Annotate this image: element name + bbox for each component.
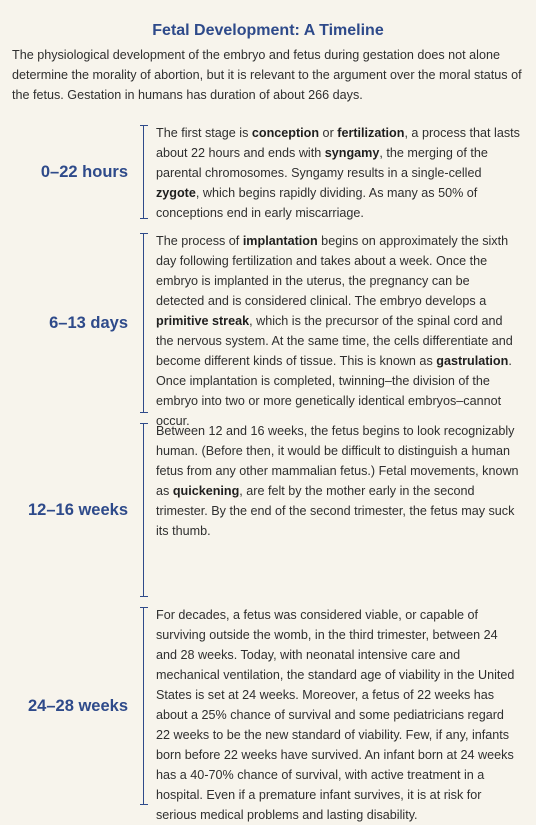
key-term: implantation	[242, 234, 318, 248]
stage-bracket	[140, 421, 148, 599]
timeline-stage	[12, 421, 524, 599]
text-run: or	[319, 126, 338, 140]
text-run: . Once implantation is completed, twinning–the division of the embryo into two or more genetically identical embryos–cannot occur.	[156, 354, 512, 428]
stage-description	[156, 123, 524, 221]
text-run: , are felt by the mother early in the second trimester. By the end of the second trimester, the fetus may suck its thumb.	[156, 484, 515, 538]
stage-description	[156, 421, 524, 599]
text-run: The first stage is	[156, 126, 252, 140]
stage-description	[156, 605, 524, 822]
text-run: For decades, a fetus was considered viable, or capable of surviving outside the womb, in the third trimester, between 24 and 28 weeks. Today, with neonatal intensive care and mechanical ventilation, the standard age of viability in the United States is set at 24 weeks. Moreover, a fetus of 22 weeks has about a 25% chance of survival and some pediatricians regard 22 weeks to be the new standard of viability. Few, if any, infants born before 22 weeks have survived. An infant born at 24 weeks has a 40-70% chance of survival, with active treatment in a hospital. Even if a premature infant survives, it is at risk for serious medical problems and lasting disability.	[156, 608, 515, 822]
key-term: gastrulation	[436, 354, 509, 368]
intro-paragraph: The physiological development of the embryo and fetus during gestation does not alone determine the morality of abortion, but it is relevant to the argument over the moral status of the fetus. Gestation in humans has duration of about 266 days.	[12, 48, 522, 102]
key-term: zygote	[156, 186, 196, 200]
timeline-stage	[12, 123, 524, 221]
stage-bracket	[140, 123, 148, 221]
stage-label: 0–22 hours	[40, 162, 128, 181]
text-run: , which begins rapidly dividing. As many as 50% of conceptions end in early miscarriage.	[156, 186, 478, 220]
stage-description	[156, 231, 524, 428]
stage-bracket	[140, 605, 148, 807]
stage-label: 24–28 weeks	[27, 696, 128, 715]
key-term: fertilization	[337, 126, 405, 140]
stage-label: 6–13 days	[49, 313, 128, 332]
key-term: conception	[251, 126, 320, 140]
text-run: Between 12 and 16 weeks, the fetus begins to look recognizably human. (Before then, it would be difficult to distinguish a human fetus from any other mammalian fetus.) Fetal movements, known as	[156, 424, 519, 498]
key-term: quickening	[172, 484, 240, 498]
timeline-stage	[12, 605, 524, 822]
text-run: The process of	[156, 234, 243, 248]
text-run: , the merging of the parental chromosomes. Syngamy results in a single-celled	[156, 146, 488, 180]
stage-label: 12–16 weeks	[27, 500, 128, 519]
page-title: Fetal Development: A Timeline	[152, 22, 384, 39]
text-run: , a process that lasts about 22 hours and ends with	[156, 126, 520, 160]
key-term: syngamy	[324, 146, 380, 160]
text-run: , which is the precursor of the spinal cord and the nervous system. At the same time, the cells differentiate and become different kinds of tissue. This is known as	[156, 314, 513, 368]
stage-bracket	[140, 231, 148, 415]
timeline	[12, 123, 524, 822]
key-term: primitive streak	[156, 314, 250, 328]
text-run: begins on approximately the sixth day following fertilization and takes about a week. Once the embryo is implanted in the uterus, the pregnancy can be detected and is considered clinical. The embryo develops a	[156, 234, 509, 308]
timeline-stage	[12, 231, 524, 428]
